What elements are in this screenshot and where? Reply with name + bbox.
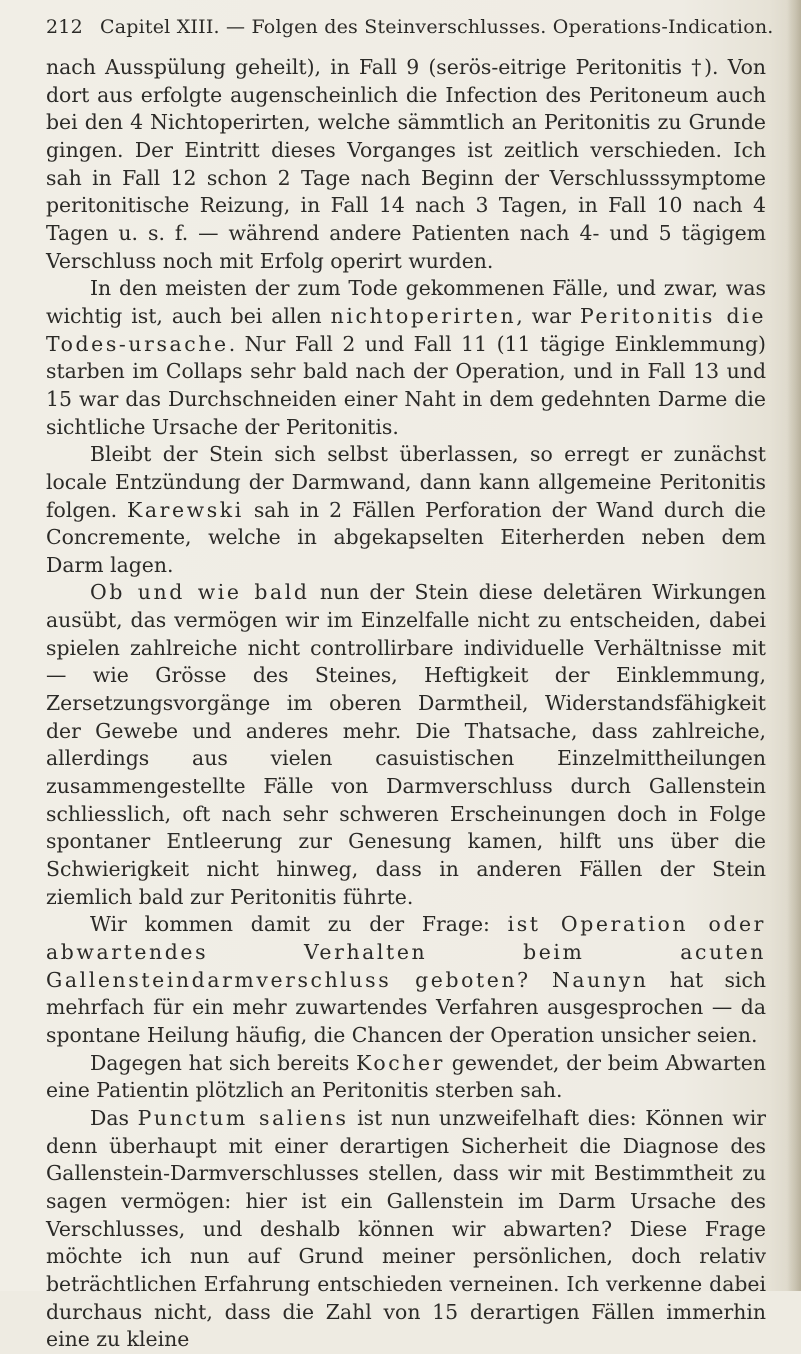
spaced-emphasis: ist Operation oder abwartendes Verhalten beim acuten Gallensteindarmverschluss geboten? [46,912,766,992]
spaced-emphasis: Naunyn [551,967,649,992]
body-text [46,54,766,1354]
spaced-emphasis: Ob und wie bald [90,580,310,605]
running-title: Capitel XIII. — Folgen des Steinverschlusses. Operations-Indication. [100,16,774,38]
text-run: . Nur Fall 2 und Fall 11 (11 tägige Einklemmung) starben im Collaps sehr bald nach der Operation, und in Fall 13 und 15 war das Durchschneiden einer Naht in dem gedehnten Darme die sichtliche Ursache der Peritonitis. [46,331,766,439]
text-run: Bleibt der Stein sich selbst überlassen, so erregt er zunächst locale Entzündung der Darmwand, dann kann allgemeine Peritonitis folgen. [46,442,766,522]
text-run: ist nun unzweifelhaft dies: Können wir denn überhaupt mit einer derartigen Sicherheit die Diagnose des Gallenstein-Darmverschlusses stellen, dass wir mit Bestimmtheit zu sagen vermögen: hier ist ein Gallenstein im Darm Ursache des Verschlusses, und deshalb können wir abwarten? Diese Frage möchte ich nun auf Grund meiner persönlichen, doch relativ beträchtlichen Erfahrung entschieden verneinen. Ich verkenne dabei durchaus nicht, dass die Zahl von 15 derartigen Fällen immerhin eine zu kleine [46,1105,766,1352]
running-header [46,16,774,44]
spaced-emphasis: Karewski [127,497,244,522]
text-run: hat sich mehrfach für ein mehr zuwartendes Verfahren ausgesprochen — da spontane Heilung häufig, die Chancen der Operation unsicher seien. [46,967,766,1047]
paragraph [46,441,766,579]
spaced-emphasis: Punctum saliens [137,1105,349,1130]
paragraph [46,54,766,275]
text-run: nach Ausspülung geheilt), in Fall 9 (serös-eitrige Peritonitis †). Von dort aus erfolgte augenscheinlich die Infection des Peritoneum auch bei den 4 Nichtoperirten, welche sämmtlich an Peritonitis zu Grunde gingen. Der Eintritt dieses Vorganges ist zeitlich verschieden. Ich sah in Fall 12 schon 2 Tage nach Beginn der Verschlusssymptome peritonitische Reizung, in Fall 14 nach 3 Tagen, in Fall 10 nach 4 Tagen u. s. f. — während andere Patienten nach 4- und 5 tägigem Verschluss noch mit Erfolg operirt wurden. [46,55,766,273]
spaced-emphasis: Peritonitis die Todes-ursache [46,303,766,356]
paragraph [46,275,766,441]
paragraph [46,1105,766,1354]
text-run: nun der Stein diese deletären Wirkungen ausübt, das vermögen wir im Einzelfalle nicht zu entscheiden, dabei spielen zahlreiche nicht controllirbare individuelle Verhältnisse mit — wie Grösse des Steines, Heftigkeit der Einklemmung, Zersetzungsvorgänge im oberen Darmtheil, Widerstandsfähigkeit der Gewebe und anderes mehr. Die Thatsache, dass zahlreiche, allerdings aus vielen casuistischen Einzelmittheilungen zusammengestellte Fälle von Darmverschluss durch Gallenstein schliesslich, oft nach sehr schweren Erscheinungen doch in Folge spontaner Entleerung zur Genesung kamen, hilft uns über die Schwierigkeit nicht hinweg, dass in anderen Fällen der Stein ziemlich bald zur Peritonitis führte. [46,580,766,909]
paragraph [46,1050,766,1105]
page-edge-shadow [787,0,801,1291]
text-run: Wir kommen damit zu der Frage: [90,912,508,937]
page-number: 212 [46,16,83,38]
text-run: Das [90,1105,138,1130]
text-run: , war [516,303,580,328]
text-run: sah in 2 Fällen Perforation der Wand durch die Concremente, welche in abgekapselten Eiterherden neben dem Darm lagen. [46,497,767,577]
paragraph [46,911,766,1049]
text-run [531,968,552,992]
text-run: Dagegen hat sich bereits [90,1050,357,1075]
paragraph [46,579,766,911]
text-run: gewendet, der beim Abwarten eine Patientin plötzlich an Peritonitis sterben sah. [46,1050,766,1103]
spaced-emphasis: nichtoperirten [330,303,517,328]
text-run: In den meisten der zum Tode gekommenen Fälle, und zwar, was wichtig ist, auch bei allen [46,276,766,328]
spaced-emphasis: Kocher [356,1050,445,1075]
